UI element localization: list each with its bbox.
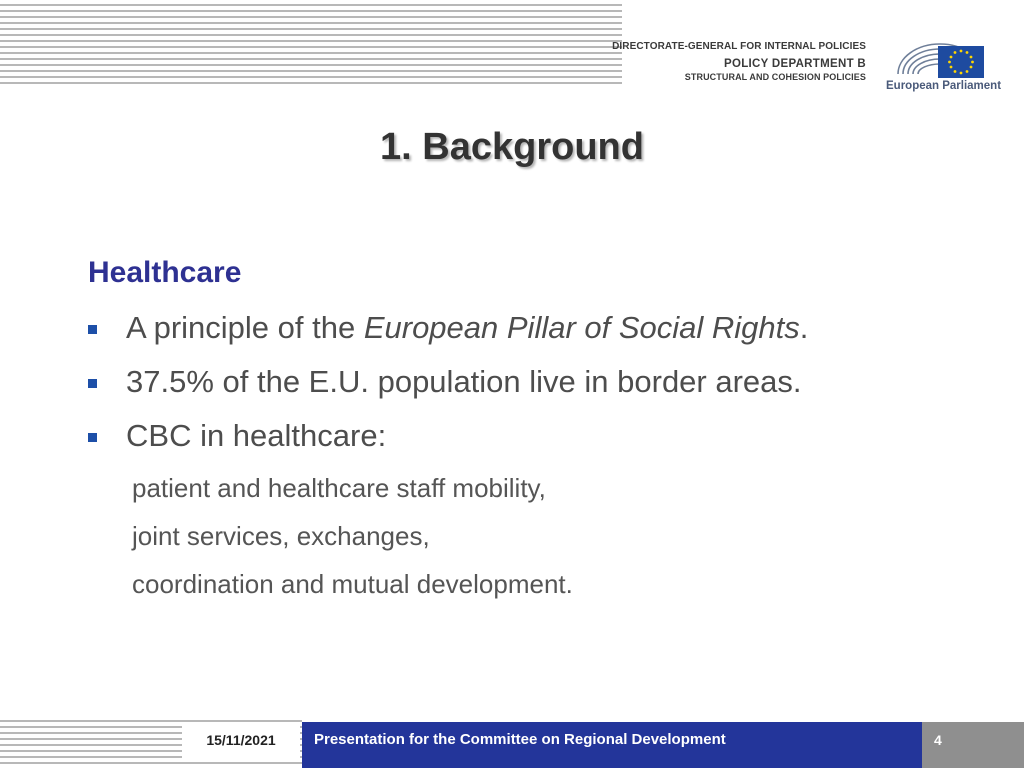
pillar-emphasis: European Pillar of Social Rights: [363, 310, 800, 345]
directorate-general-label: DIRECTORATE-GENERAL FOR INTERNAL POLICIES: [612, 41, 866, 52]
european-parliament-logo-icon: [888, 24, 992, 84]
bullet-text: [126, 310, 808, 346]
square-bullet-icon: [88, 379, 97, 388]
bullet-prefix: A principle of the: [126, 310, 364, 345]
bullet-text: 37.5% of the E.U. population live in border areas.: [126, 364, 802, 399]
header-stripes: [0, 4, 622, 84]
bullet-item-cbc: [88, 418, 386, 454]
bullet-text: CBC in healthcare:: [126, 418, 387, 453]
european-parliament-label: European Parliament: [886, 80, 1002, 92]
sub-item-mobility: patient and healthcare staff mobility,: [132, 473, 546, 503]
footer-bar: [302, 722, 922, 768]
slide-title: 1. Background: [380, 126, 644, 168]
square-bullet-icon: [88, 325, 97, 334]
page-number: 4: [934, 732, 942, 748]
sub-item-joint-services: joint services, exchanges,: [132, 521, 430, 551]
footer-date: 15/11/2021: [182, 722, 300, 758]
bullet-suffix: .: [799, 310, 809, 345]
square-bullet-icon: [88, 433, 97, 442]
policy-department-label: POLICY DEPARTMENT B: [723, 58, 866, 70]
sub-item-coordination: coordination and mutual development.: [132, 569, 573, 599]
policy-area-label: STRUCTURAL AND COHESION POLICIES: [684, 72, 866, 82]
section-heading: Healthcare: [88, 256, 242, 289]
bullet-item-border-areas: [88, 364, 802, 400]
bullet-item-pillar: [88, 310, 808, 346]
presentation-title: Presentation for the Committee on Regional Development: [314, 731, 726, 748]
page-number-box: [922, 722, 1024, 768]
